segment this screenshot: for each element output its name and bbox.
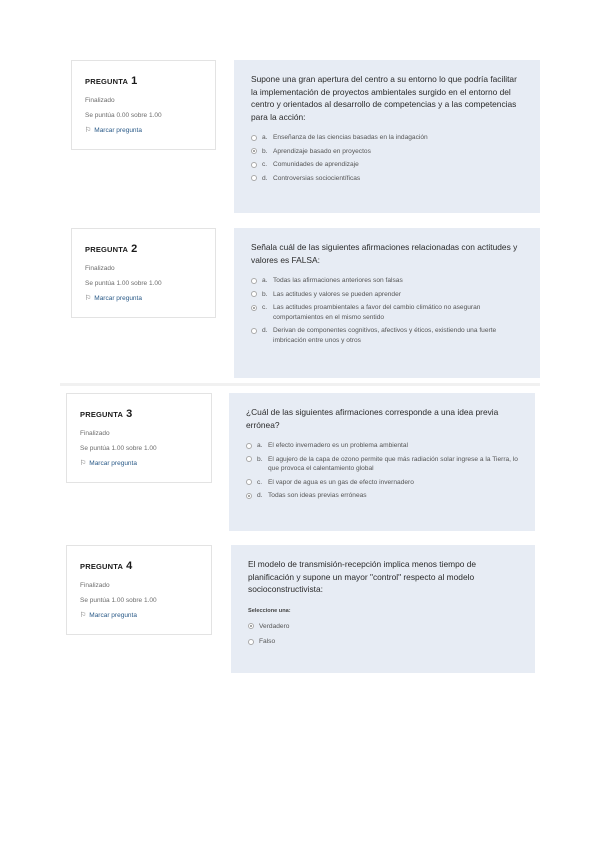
radio-button[interactable] — [251, 175, 257, 181]
select-one-label: Seleccione una: — [248, 607, 291, 614]
option-letter: d. — [257, 492, 263, 499]
radio-button[interactable] — [246, 456, 252, 462]
question-label: PREGUNTA — [80, 410, 124, 419]
question-number: 2 — [131, 243, 138, 255]
question-info-2 — [71, 228, 216, 318]
answer-option[interactable] — [246, 478, 519, 488]
answer-list — [246, 441, 519, 501]
flag-question-link[interactable] — [80, 611, 199, 619]
option-text: Enseñanza de las ciencias basadas en la indagación — [273, 134, 428, 141]
question-text: Supone una gran apertura del centro a su entorno lo que podría facilitar la implementación de proyectos ambientales surgido en el entorno del centro y orientados al desarrollo de competencias y a las competencias para la acción: — [251, 74, 517, 122]
page-break-divider — [60, 383, 540, 386]
question-content-1 — [234, 60, 540, 213]
flag-icon: ⚐ — [80, 460, 87, 467]
flag-question-link[interactable] — [80, 459, 199, 467]
question-grade: Se puntúa 1.00 sobre 1.00 — [80, 597, 157, 604]
answer-list — [251, 133, 524, 183]
question-number: 1 — [131, 75, 138, 87]
option-letter: b. — [262, 290, 268, 298]
option-text: Verdadero — [259, 622, 290, 630]
answer-option-true[interactable] — [248, 622, 519, 632]
flag-icon: ⚐ — [85, 127, 92, 134]
radio-button[interactable] — [246, 479, 252, 485]
question-text: ¿Cuál de las siguientes afirmaciones corresponde a una idea previa errónea? — [246, 407, 499, 430]
option-text: Comunidades de aprendizaje — [273, 161, 359, 168]
question-number: 3 — [126, 408, 133, 420]
radio-button-selected[interactable] — [248, 623, 254, 629]
radio-button-selected[interactable] — [251, 148, 257, 154]
radio-button[interactable] — [251, 291, 257, 297]
flag-question-link[interactable] — [85, 294, 203, 302]
flag-question-link[interactable] — [85, 126, 203, 134]
answer-option[interactable] — [251, 303, 524, 322]
question-info-4 — [66, 545, 212, 635]
answer-list — [248, 622, 519, 647]
answer-list — [251, 276, 524, 345]
question-info-3 — [66, 393, 212, 483]
option-text: Las actitudes proambientales a favor del cambio climático no aseguran comportamientos en el mismo sentido — [273, 304, 481, 321]
question-state: Finalizado — [80, 430, 110, 437]
option-letter: a. — [262, 277, 268, 284]
flag-icon: ⚐ — [85, 295, 92, 302]
option-text: Todas las afirmaciones anteriores son falsas — [273, 277, 403, 284]
radio-button-selected[interactable] — [251, 305, 257, 311]
option-text: Todas son ideas previas erróneas — [268, 492, 367, 499]
question-grade: Se puntúa 1.00 sobre 1.00 — [85, 280, 162, 287]
question-info-1 — [71, 60, 216, 150]
question-state: Finalizado — [85, 265, 115, 272]
question-heading — [80, 404, 199, 422]
option-text: El efecto invernadero es un problema ambiental — [268, 442, 409, 449]
option-text: Las actitudes y valores se pueden aprender — [273, 290, 401, 298]
radio-button[interactable] — [251, 278, 257, 284]
answer-option[interactable] — [251, 147, 524, 157]
question-state: Finalizado — [80, 582, 110, 589]
question-grade: Se puntúa 0.00 sobre 1.00 — [85, 112, 162, 119]
option-text: Controversias sociocientíficas — [273, 174, 361, 182]
flag-icon: ⚐ — [80, 612, 87, 619]
question-text: Señala cuál de las siguientes afirmaciones relacionadas con actitudes y valores es FALSA: — [251, 242, 518, 265]
question-label: PREGUNTA — [85, 77, 129, 86]
radio-button[interactable] — [251, 135, 257, 141]
option-text: El vapor de agua es un gas de efecto invernadero — [268, 478, 414, 486]
answer-option[interactable] — [246, 441, 519, 451]
question-number: 4 — [126, 560, 133, 572]
option-text: Falso — [259, 638, 276, 645]
answer-option[interactable] — [251, 276, 524, 286]
option-text: El agujero de la capa de ozono permite que más radiación solar ingrese a la Tierra, lo que provoca el calentamiento global — [268, 455, 518, 472]
question-text: El modelo de transmisión-recepción implica menos tiempo de planificación y supone un mayor "control" respecto al modelo socioconstructivista: — [248, 559, 477, 594]
radio-button[interactable] — [246, 443, 252, 449]
radio-button[interactable] — [248, 639, 254, 645]
question-state: Finalizado — [85, 97, 115, 104]
question-content-3 — [229, 393, 535, 531]
answer-option[interactable] — [251, 160, 524, 170]
flag-label: Marcar pregunta — [89, 459, 137, 467]
option-letter: b. — [262, 147, 268, 155]
option-letter: c. — [262, 304, 268, 311]
question-label: PREGUNTA — [80, 562, 124, 571]
question-heading — [85, 71, 203, 89]
question-content-2 — [234, 228, 540, 378]
option-letter: c. — [257, 478, 263, 486]
option-text: Aprendizaje basado en proyectos — [273, 147, 371, 155]
option-letter: a. — [257, 442, 263, 449]
answer-option[interactable] — [251, 290, 524, 300]
question-heading — [85, 239, 203, 257]
option-letter: a. — [262, 134, 268, 141]
option-letter: c. — [262, 161, 268, 168]
option-text: Derivan de componentes cognitivos, afectivos y éticos, existiendo una fuerte imbricación entre unos y otros — [273, 327, 497, 344]
radio-button[interactable] — [251, 162, 257, 168]
answer-option[interactable] — [246, 455, 519, 474]
question-content-4 — [231, 545, 535, 673]
option-letter: d. — [262, 327, 268, 334]
answer-option[interactable] — [246, 491, 519, 501]
question-heading — [80, 556, 199, 574]
answer-option[interactable] — [251, 174, 524, 184]
radio-button-selected[interactable] — [246, 493, 252, 499]
option-letter: d. — [262, 174, 268, 182]
answer-option[interactable] — [251, 326, 524, 345]
answer-option-false[interactable] — [248, 637, 519, 647]
question-grade: Se puntúa 1.00 sobre 1.00 — [80, 445, 157, 452]
radio-button[interactable] — [251, 328, 257, 334]
flag-label: Marcar pregunta — [89, 611, 137, 619]
question-label: PREGUNTA — [85, 245, 129, 254]
answer-option[interactable] — [251, 133, 524, 143]
option-letter: b. — [257, 455, 263, 463]
flag-label: Marcar pregunta — [94, 294, 142, 302]
flag-label: Marcar pregunta — [94, 126, 142, 134]
